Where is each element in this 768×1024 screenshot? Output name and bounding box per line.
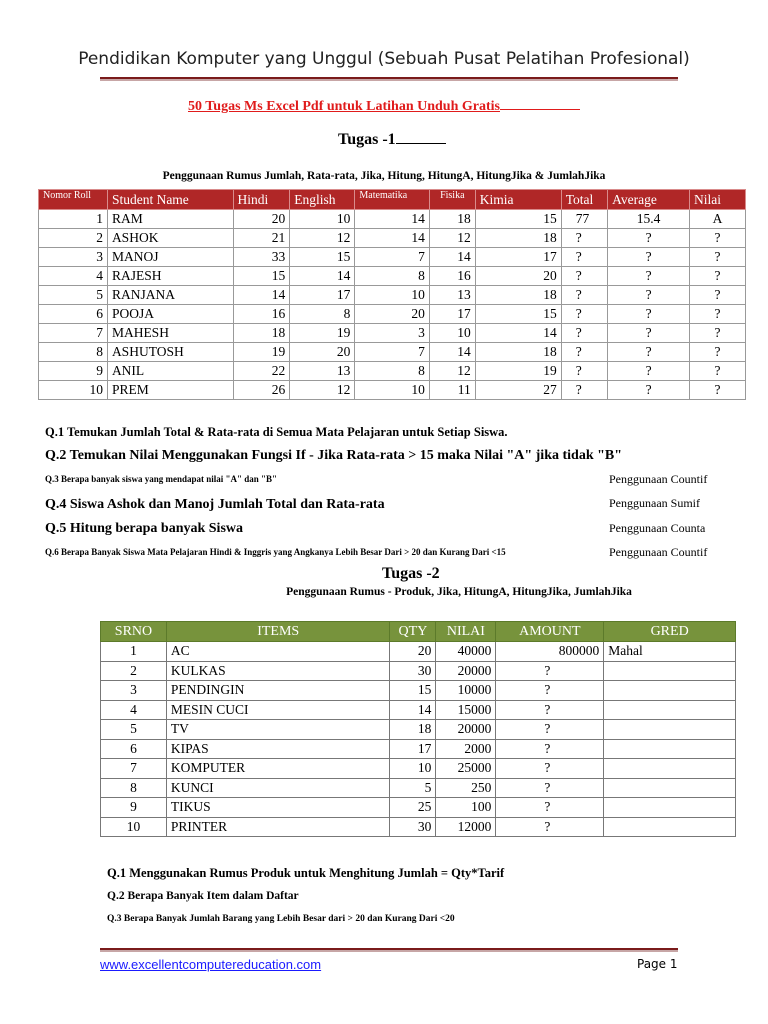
table-cell: PRINTER [166, 817, 390, 837]
table-cell: 14 [429, 248, 475, 267]
table-row [101, 778, 736, 798]
table-cell: 9 [101, 798, 167, 818]
table-cell: 10 [290, 210, 355, 229]
table-cell: 3 [355, 324, 429, 343]
table-cell: 6 [101, 739, 167, 759]
table-cell: TIKUS [166, 798, 390, 818]
table-cell: 18 [429, 210, 475, 229]
table-cell [604, 661, 736, 681]
table-cell: MESIN CUCI [166, 700, 390, 720]
table-cell: AC [166, 642, 390, 662]
table-cell: 9 [39, 362, 108, 381]
table-cell [604, 817, 736, 837]
table-cell: ? [608, 324, 690, 343]
table-cell: KOMPUTER [166, 759, 390, 779]
table-cell: ? [690, 305, 746, 324]
task1-col-header: Hindi [233, 190, 290, 210]
task2-table [100, 621, 736, 837]
table-cell: 3 [101, 681, 167, 701]
table-cell: 18 [233, 324, 290, 343]
table-cell: ANIL [107, 362, 233, 381]
table-cell: ? [561, 248, 607, 267]
table-cell: POOJA [107, 305, 233, 324]
table-cell: 25 [390, 798, 436, 818]
table-row [39, 229, 746, 248]
table-row [39, 381, 746, 400]
page-number: Page 1 [637, 957, 678, 971]
table-cell: KULKAS [166, 661, 390, 681]
table-cell: ? [496, 798, 604, 818]
table-cell: 15000 [436, 700, 496, 720]
task1-question-6: Q.6 Berapa Banyak Siswa Mata Pelajaran Hindi & Inggris yang Angkanya Lebih Besar Dari > 20 dan Kurang Dari <15 [45, 547, 506, 557]
task2-header-row [101, 622, 736, 642]
task1-title-underline [396, 133, 446, 144]
table-cell: 21 [233, 229, 290, 248]
table-cell: 10 [101, 817, 167, 837]
task2-table-body [101, 642, 736, 837]
table-cell: 16 [233, 305, 290, 324]
task2-question-3: Q.3 Berapa Banyak Jumlah Barang yang Lebih Besar dari > 20 dan Kurang Dari <20 [107, 914, 455, 924]
table-cell: 20 [290, 343, 355, 362]
table-cell: RAM [107, 210, 233, 229]
table-cell: ? [608, 381, 690, 400]
task1-question-5-note: Penggunaan Counta [609, 521, 706, 535]
table-cell: 100 [436, 798, 496, 818]
table-cell: ? [561, 324, 607, 343]
table-cell: ? [608, 343, 690, 362]
table-cell: MANOJ [107, 248, 233, 267]
table-cell: 15 [390, 681, 436, 701]
table-cell: 19 [290, 324, 355, 343]
table-cell: 18 [475, 286, 561, 305]
table-row [101, 700, 736, 720]
table-cell: 18 [390, 720, 436, 740]
table-cell: RAJESH [107, 267, 233, 286]
table-cell: ? [608, 267, 690, 286]
table-cell: ? [690, 267, 746, 286]
task2-question-2: Q.2 Berapa Banyak Item dalam Daftar [107, 890, 299, 902]
table-row [101, 681, 736, 701]
table-cell: ? [690, 362, 746, 381]
table-cell: 20 [475, 267, 561, 286]
table-cell: ? [608, 305, 690, 324]
task1-title [338, 131, 446, 149]
table-cell: ? [608, 248, 690, 267]
table-cell: PREM [107, 381, 233, 400]
table-row [39, 267, 746, 286]
table-cell: 20000 [436, 661, 496, 681]
task1-col-header: Kimia [475, 190, 561, 210]
table-cell: 11 [429, 381, 475, 400]
table-row [39, 286, 746, 305]
table-cell: ? [496, 720, 604, 740]
table-row [39, 362, 746, 381]
table-cell: 26 [233, 381, 290, 400]
task1-question-1: Q.1 Temukan Jumlah Total & Rata-rata di Semua Mata Pelajaran untuk Setiap Siswa. [45, 425, 508, 439]
table-row [101, 759, 736, 779]
table-cell: 20 [355, 305, 429, 324]
table-cell [604, 700, 736, 720]
table-cell: 20 [233, 210, 290, 229]
table-cell: ASHOK [107, 229, 233, 248]
table-cell: ? [608, 362, 690, 381]
table-cell: 250 [436, 778, 496, 798]
task1-question-4-note: Penggunaan Sumif [609, 496, 700, 510]
table-cell: 14 [475, 324, 561, 343]
table-cell: 10 [355, 286, 429, 305]
table-cell: 4 [39, 267, 108, 286]
table-cell: ? [496, 778, 604, 798]
table-cell: 2 [101, 661, 167, 681]
table-cell: ? [561, 343, 607, 362]
task1-question-6-note: Penggunaan Countif [609, 545, 708, 559]
table-cell [604, 720, 736, 740]
table-cell: ? [561, 362, 607, 381]
table-cell: 15 [475, 305, 561, 324]
task1-title-text: Tugas -1 [338, 131, 396, 148]
task2-col-header: AMOUNT [496, 622, 604, 642]
table-cell: 15 [475, 210, 561, 229]
task1-col-header: Nilai [690, 190, 746, 210]
table-cell: ? [690, 286, 746, 305]
task2-col-header: SRNO [101, 622, 167, 642]
table-cell: 7 [101, 759, 167, 779]
table-cell [604, 778, 736, 798]
subtitle-underline [500, 97, 580, 110]
table-cell: 12 [290, 229, 355, 248]
table-cell: 17 [475, 248, 561, 267]
table-cell: ? [690, 229, 746, 248]
table-cell: ? [608, 286, 690, 305]
table-cell: 10 [429, 324, 475, 343]
footer-website-link[interactable]: www.excellentcomputereducation.com [100, 957, 322, 972]
table-cell: ? [690, 324, 746, 343]
table-cell: ? [496, 739, 604, 759]
task1-question-5: Q.5 Hitung berapa banyak Siswa [45, 521, 243, 536]
table-cell: RANJANA [107, 286, 233, 305]
table-cell: 10 [390, 759, 436, 779]
table-row [39, 343, 746, 362]
table-row [101, 798, 736, 818]
table-cell: MAHESH [107, 324, 233, 343]
table-cell: 8 [290, 305, 355, 324]
table-cell: 5 [101, 720, 167, 740]
table-cell: 2 [39, 229, 108, 248]
table-cell: ? [561, 286, 607, 305]
table-cell: 8 [101, 778, 167, 798]
document-subtitle [0, 97, 768, 115]
table-row [39, 324, 746, 343]
table-cell: 16 [429, 267, 475, 286]
task2-col-header: GRED [604, 622, 736, 642]
table-cell: 40000 [436, 642, 496, 662]
header-divider [100, 77, 678, 79]
table-cell: 20 [390, 642, 436, 662]
table-cell: ? [561, 305, 607, 324]
table-cell: 77 [561, 210, 607, 229]
table-cell: 10 [355, 381, 429, 400]
table-cell: 14 [390, 700, 436, 720]
task1-table [38, 189, 746, 400]
table-cell: 15 [233, 267, 290, 286]
table-cell: 14 [355, 210, 429, 229]
task1-question-2: Q.2 Temukan Nilai Menggunakan Fungsi If - Jika Rata-rata > 15 maka Nilai "A" jika tidak "B" [45, 448, 622, 463]
table-cell: 14 [290, 267, 355, 286]
table-cell: 5 [39, 286, 108, 305]
table-cell: ? [496, 700, 604, 720]
table-cell: 12 [290, 381, 355, 400]
table-cell: 14 [233, 286, 290, 305]
table-row [101, 720, 736, 740]
table-cell [604, 739, 736, 759]
task2-caption: Penggunaan Rumus - Produk, Jika, HitungA, HitungJika, JumlahJika [286, 586, 632, 598]
task1-caption: Penggunaan Rumus Jumlah, Rata-rata, Jika, Hitung, HitungA, HitungJika & JumlahJika [162, 170, 606, 182]
table-cell: 1 [101, 642, 167, 662]
table-cell: 17 [429, 305, 475, 324]
task1-col-header: Matematika [355, 190, 429, 210]
footer-divider [100, 948, 678, 950]
table-cell: 8 [39, 343, 108, 362]
table-cell: 8 [355, 267, 429, 286]
subtitle-text: 50 Tugas Ms Excel Pdf untuk Latihan Unduh Gratis [188, 99, 500, 114]
table-cell: 7 [355, 248, 429, 267]
table-row [101, 817, 736, 837]
table-cell: ? [690, 248, 746, 267]
table-cell: ? [496, 681, 604, 701]
table-cell: 13 [429, 286, 475, 305]
table-cell: PENDINGIN [166, 681, 390, 701]
task2-col-header: NILAI [436, 622, 496, 642]
task1-header-row [39, 190, 746, 210]
table-cell: 25000 [436, 759, 496, 779]
table-cell: 15 [290, 248, 355, 267]
table-cell: 22 [233, 362, 290, 381]
table-cell: 10 [39, 381, 108, 400]
table-cell: 18 [475, 343, 561, 362]
table-cell [604, 681, 736, 701]
table-cell: 12000 [436, 817, 496, 837]
table-cell: 1 [39, 210, 108, 229]
table-cell: ? [496, 817, 604, 837]
table-cell: KIPAS [166, 739, 390, 759]
table-row [101, 642, 736, 662]
document-header-title: Pendidikan Komputer yang Unggul (Sebuah Pusat Pelatihan Profesional) [78, 49, 690, 69]
task1-col-header: Fisika [429, 190, 475, 210]
table-row [101, 661, 736, 681]
table-cell: 10000 [436, 681, 496, 701]
table-cell: 15.4 [608, 210, 690, 229]
task1-col-header: English [290, 190, 355, 210]
table-cell: KUNCI [166, 778, 390, 798]
table-row [39, 210, 746, 229]
task2-title: Tugas -2 [382, 565, 440, 582]
table-cell: 5 [390, 778, 436, 798]
table-cell: 7 [39, 324, 108, 343]
table-cell: 19 [233, 343, 290, 362]
table-cell: Mahal [604, 642, 736, 662]
table-cell: 19 [475, 362, 561, 381]
table-cell: ? [690, 343, 746, 362]
table-cell: ASHUTOSH [107, 343, 233, 362]
table-cell: TV [166, 720, 390, 740]
task1-col-header: Total [561, 190, 607, 210]
table-cell: 14 [355, 229, 429, 248]
task1-question-3: Q.3 Berapa banyak siswa yang mendapat nilai "A" dan "B" [45, 474, 278, 484]
table-cell [604, 798, 736, 818]
task1-question-4: Q.4 Siswa Ashok dan Manoj Jumlah Total dan Rata-rata [45, 497, 385, 512]
table-cell: ? [496, 759, 604, 779]
task2-col-header: ITEMS [166, 622, 390, 642]
table-row [101, 739, 736, 759]
task2-question-1: Q.1 Menggunakan Rumus Produk untuk Menghitung Jumlah = Qty*Tarif [107, 866, 505, 880]
table-cell: 27 [475, 381, 561, 400]
table-cell: 13 [290, 362, 355, 381]
task1-col-header: Nomor Roll [39, 190, 108, 210]
table-cell: 4 [101, 700, 167, 720]
table-cell: 30 [390, 817, 436, 837]
table-cell: ? [561, 267, 607, 286]
table-row [39, 248, 746, 267]
task1-col-header: Average [608, 190, 690, 210]
table-cell [604, 759, 736, 779]
table-cell: 12 [429, 229, 475, 248]
task2-col-header: QTY [390, 622, 436, 642]
table-cell: A [690, 210, 746, 229]
table-cell: 17 [290, 286, 355, 305]
table-cell: ? [690, 381, 746, 400]
table-cell: ? [496, 661, 604, 681]
table-cell: 14 [429, 343, 475, 362]
table-cell: 30 [390, 661, 436, 681]
table-cell: ? [608, 229, 690, 248]
table-cell: 33 [233, 248, 290, 267]
table-cell: 6 [39, 305, 108, 324]
table-cell: ? [561, 229, 607, 248]
table-cell: 2000 [436, 739, 496, 759]
table-cell: 18 [475, 229, 561, 248]
table-cell: 3 [39, 248, 108, 267]
table-cell: 800000 [496, 642, 604, 662]
task1-table-body [39, 210, 746, 400]
task1-col-header: Student Name [107, 190, 233, 210]
table-cell: ? [561, 381, 607, 400]
table-cell: 17 [390, 739, 436, 759]
table-cell: 20000 [436, 720, 496, 740]
table-cell: 7 [355, 343, 429, 362]
table-row [39, 305, 746, 324]
table-cell: 8 [355, 362, 429, 381]
table-cell: 12 [429, 362, 475, 381]
task1-question-3-note: Penggunaan Countif [609, 472, 708, 486]
